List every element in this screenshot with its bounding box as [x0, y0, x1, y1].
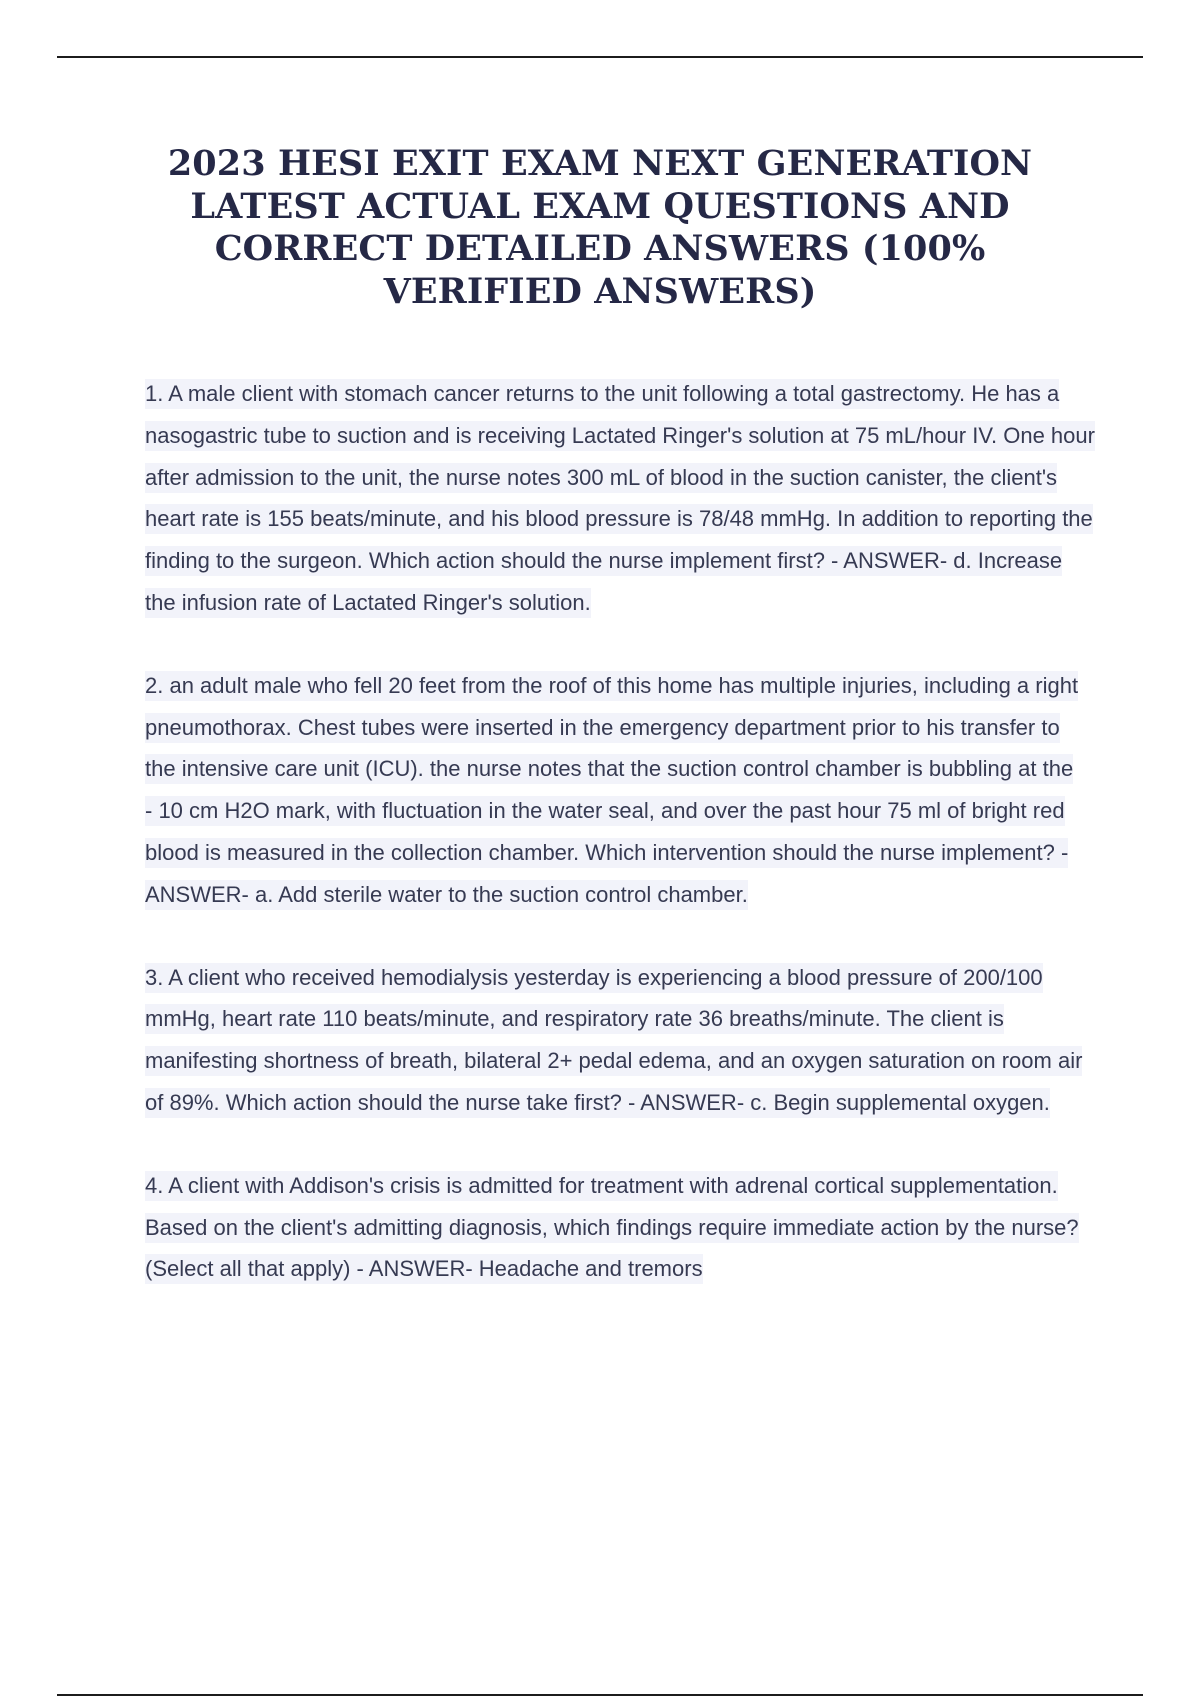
question-3-text: 3. A client who received hemodialysis yesterday is experiencing a blood pressure of 200/100 mmHg, heart rate 110 beats/minute, and respiratory rate 36 breaths/minute. The client is manifesting shortness of breath, bilateral 2+ pedal edema, and an oxygen saturation on room air of 89%. Which action should the nurse take first? - ANSWER- c. Begin supplemental oxygen.	[145, 963, 1082, 1118]
question-2	[145, 665, 1095, 916]
question-1	[145, 373, 1095, 624]
question-2-part-1: 2. an adult male who fell 20 feet from the roof of this home has multiple injuries, including a right pneumothorax. Chest tubes were inserted in the emergency department prior to his transfer to the intensive care unit (ICU). the nurse notes that the suction control chamber is bubbling at the	[145, 665, 1095, 790]
bottom-divider	[57, 1694, 1143, 1696]
question-list	[145, 373, 1095, 1331]
document-title: 2023 HESI EXIT EXAM NEXT GENERATION LATEST ACTUAL EXAM QUESTIONS AND CORRECT DETAILED ANSWERS (100% VERIFIED ANSWERS)	[167, 143, 1033, 312]
question-4	[145, 1165, 1095, 1290]
top-divider	[57, 56, 1143, 58]
question-3	[145, 957, 1095, 1124]
question-1-text: 1. A male client with stomach cancer returns to the unit following a total gastrectomy. He has a nasogastric tube to suction and is receiving Lactated Ringer's solution at 75 mL/hour IV. One hour after admission to the unit, the nurse notes 300 mL of blood in the suction canister, the client's heart rate is 155 beats/minute, and his blood pressure is 78/48 mmHg. In addition to reporting the finding to the surgeon. Which action should the nurse implement first? - ANSWER- d. Increase the infusion rate of Lactated Ringer's solution.	[145, 379, 1095, 618]
question-4-text: 4. A client with Addison's crisis is admitted for treatment with adrenal cortical supplementation. Based on the client's admitting diagnosis, which findings require immediate action by the nurse? (Select all that apply) - ANSWER- Headache and tremors	[145, 1171, 1079, 1285]
question-2-part-2: - 10 cm H2O mark, with fluctuation in the water seal, and over the past hour 75 ml of bright red blood is measured in the collection chamber. Which intervention should the nurse implement? - ANSWER- a. Add sterile water to the suction control chamber.	[145, 790, 1095, 915]
